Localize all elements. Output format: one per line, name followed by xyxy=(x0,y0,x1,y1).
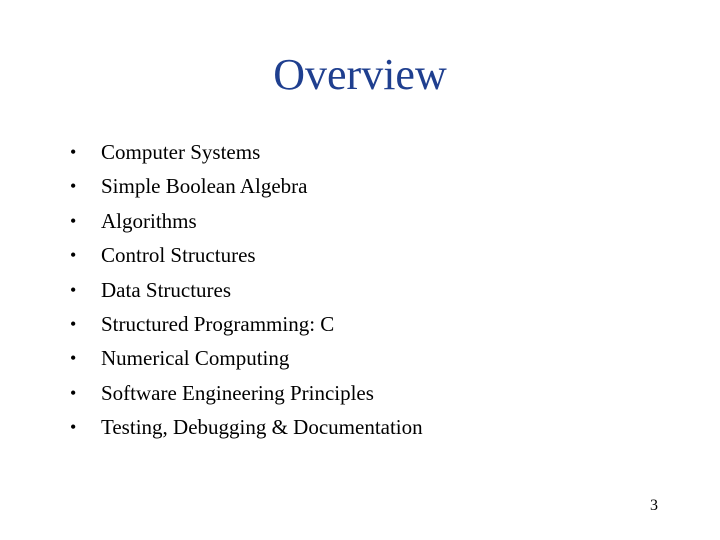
list-item-text: Structured Programming: C xyxy=(101,311,335,336)
list-item-text: Control Structures xyxy=(101,243,256,268)
bullet-icon: • xyxy=(70,279,77,300)
bullet-icon: • xyxy=(70,210,77,231)
list-item-text: Numerical Computing xyxy=(101,346,290,371)
bullet-icon: • xyxy=(70,245,77,266)
list-item-text: Software Engineering Principles xyxy=(101,380,374,405)
slide-title: Overview xyxy=(273,50,447,99)
list-item-text: Algorithms xyxy=(101,208,197,233)
bullet-icon: • xyxy=(70,176,77,197)
bullet-icon: • xyxy=(70,142,77,162)
bullet-icon: • xyxy=(70,382,77,403)
bullet-icon: • xyxy=(70,348,77,369)
bullet-icon: • xyxy=(70,417,77,438)
list-item-text: Simple Boolean Algebra xyxy=(101,174,308,199)
list-item-text: Testing, Debugging & Documentation xyxy=(101,415,423,440)
list-item-text: Data Structures xyxy=(101,277,232,302)
bullet-icon: • xyxy=(70,313,77,334)
list-item-text: Computer Systems xyxy=(101,140,261,164)
page-number: 3 xyxy=(650,497,658,514)
